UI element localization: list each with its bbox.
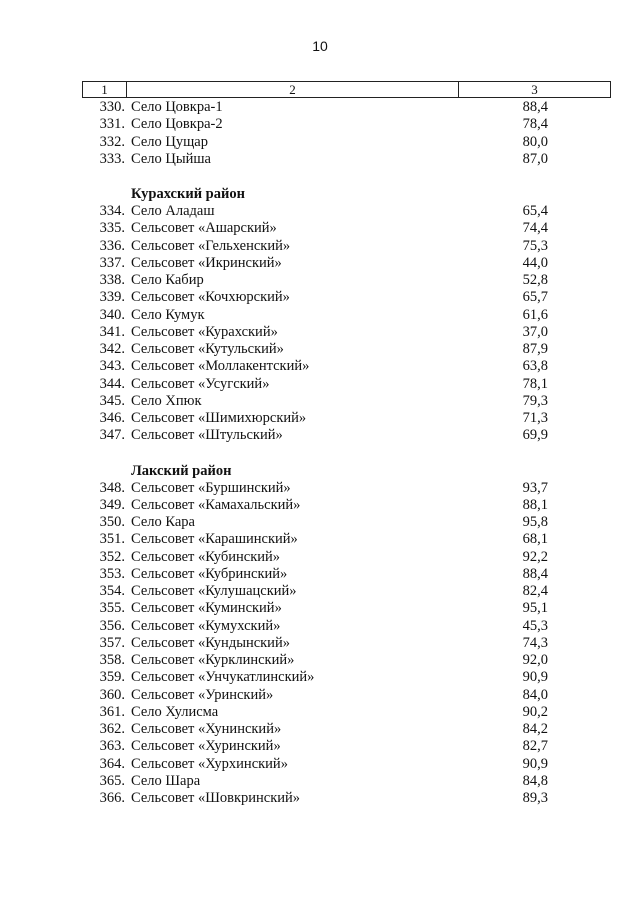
settlement-name: Сельсовет «Кундынский» (131, 634, 290, 651)
row-number: 358. (99, 652, 125, 668)
table-row (0, 635, 640, 652)
settlement-name: Сельсовет «Шимихюрский» (131, 410, 307, 426)
row-number: 365. (99, 772, 125, 789)
table-row (0, 376, 640, 393)
row-value: 87,0 (522, 150, 548, 167)
settlement-name: Село Кумук (131, 306, 205, 323)
settlement-name: Село Цовкра-1 (131, 99, 223, 115)
table-row (0, 790, 640, 807)
settlement-name: Сельсовет «Гельхенский» (131, 237, 291, 254)
table-row (0, 497, 640, 514)
settlement-name: Сельсовет «Ашарский» (131, 220, 277, 237)
row-value: 87,9 (522, 341, 548, 357)
settlement-name: Сельсовет «Курклинский» (131, 652, 295, 668)
table-row (0, 427, 640, 444)
settlement-name: Село Кара (131, 514, 195, 530)
settlement-name: Сельсовет «Унчукатлинский» (131, 669, 315, 686)
row-value: 75,3 (522, 237, 548, 254)
settlement-name: Сельсовет «Икринский» (131, 254, 282, 271)
row-value: 68,1 (522, 531, 548, 548)
page-number: 10 (312, 38, 328, 54)
table-row (0, 116, 640, 133)
row-value: 95,8 (522, 514, 548, 530)
row-value: 79,3 (522, 392, 548, 409)
settlement-name: Сельсовет «Уринский» (131, 686, 274, 703)
table-row (0, 307, 640, 324)
settlement-name: Сельсовет «Кумухский» (131, 617, 281, 634)
settlement-name: Село Цовкра-2 (131, 116, 223, 133)
column-header-2: 2 (127, 82, 459, 97)
row-value: 90,9 (522, 755, 548, 772)
row-number: 347. (99, 427, 125, 444)
table-row (0, 704, 640, 721)
table-row (0, 324, 640, 341)
column-header-1: 1 (83, 82, 127, 97)
row-number: 351. (99, 531, 125, 548)
settlement-name: Сельсовет «Куминский» (131, 600, 282, 617)
settlement-name: Сельсовет «Штульский» (131, 427, 283, 444)
table-row (0, 480, 640, 497)
row-number: 333. (99, 150, 125, 167)
row-value: 84,8 (522, 772, 548, 789)
settlement-name: Сельсовет «Кочхюрский» (131, 289, 290, 306)
row-value: 82,7 (522, 738, 548, 755)
row-value: 52,8 (522, 272, 548, 288)
settlement-name: Сельсовет «Хунинский» (131, 721, 282, 737)
row-number: 342. (99, 341, 125, 357)
row-value: 90,2 (522, 703, 548, 720)
table-row (0, 687, 640, 704)
row-value: 88,4 (522, 99, 548, 115)
table-row (0, 255, 640, 272)
table-row (0, 358, 640, 375)
table-row (0, 410, 640, 427)
settlement-name: Сельсовет «Кубринский» (131, 565, 288, 582)
district-title: Курахский район (131, 186, 245, 202)
settlement-name: Сельсовет «Усугский» (131, 375, 270, 392)
table-row (0, 721, 640, 738)
row-number: 335. (99, 220, 125, 237)
row-value: 82,4 (522, 583, 548, 599)
settlement-name: Сельсовет «Моллакентский» (131, 358, 310, 375)
row-value: 78,4 (522, 116, 548, 133)
row-number: 343. (99, 358, 125, 375)
settlement-name: Село Цущар (131, 133, 208, 150)
row-value: 74,3 (522, 634, 548, 651)
row-value: 65,4 (522, 203, 548, 219)
row-number: 360. (99, 686, 125, 703)
row-number: 361. (99, 703, 125, 720)
row-number: 341. (99, 323, 125, 340)
table-row (0, 220, 640, 237)
row-number: 363. (99, 738, 125, 755)
district-heading (0, 186, 640, 203)
settlement-name: Сельсовет «Кулушацский» (131, 583, 297, 599)
row-number: 332. (99, 133, 125, 150)
row-value: 92,0 (522, 652, 548, 668)
row-number: 366. (99, 790, 125, 806)
table-row (0, 238, 640, 255)
settlement-name: Село Хпюк (131, 392, 202, 409)
row-value: 80,0 (522, 133, 548, 150)
row-value: 89,3 (522, 790, 548, 806)
row-value: 69,9 (522, 427, 548, 444)
table-row (0, 203, 640, 220)
row-value: 45,3 (522, 617, 548, 634)
table-row (0, 531, 640, 548)
row-number: 337. (99, 254, 125, 271)
settlement-name: Сельсовет «Кубинский» (131, 548, 281, 565)
row-value: 61,6 (522, 306, 548, 323)
row-value: 88,4 (522, 565, 548, 582)
settlement-name: Сельсовет «Хуринский» (131, 738, 281, 755)
row-number: 352. (99, 548, 125, 565)
row-value: 84,2 (522, 721, 548, 737)
row-number: 355. (99, 600, 125, 617)
table-row (0, 583, 640, 600)
row-value: 90,9 (522, 669, 548, 686)
settlement-name: Село Аладаш (131, 203, 215, 219)
settlement-name: Село Хулисма (131, 703, 219, 720)
row-number: 353. (99, 565, 125, 582)
table-row (0, 514, 640, 531)
table-row (0, 341, 640, 358)
settlement-name: Село Цыйша (131, 150, 211, 167)
row-number: 340. (99, 306, 125, 323)
settlement-name: Село Шара (131, 772, 201, 789)
settlement-name: Сельсовет «Кутульский» (131, 341, 284, 357)
settlement-name: Село Кабир (131, 272, 204, 288)
settlement-name: Сельсовет «Курахский» (131, 323, 278, 340)
table-row (0, 618, 640, 635)
row-number: 357. (99, 634, 125, 651)
row-value: 78,1 (522, 375, 548, 392)
table-row (0, 99, 640, 116)
row-number: 331. (99, 116, 125, 133)
table-row (0, 652, 640, 669)
district-title: Лакский район (131, 462, 232, 479)
row-number: 339. (99, 289, 125, 306)
district-heading (0, 463, 640, 480)
table-row (0, 566, 640, 583)
column-header-3: 3 (531, 82, 538, 97)
row-number: 359. (99, 669, 125, 686)
table-row (0, 393, 640, 410)
row-number: 354. (99, 583, 125, 599)
row-value: 93,7 (522, 479, 548, 496)
row-value: 95,1 (522, 600, 548, 617)
settlement-name: Сельсовет «Шовкринский» (131, 790, 301, 806)
row-number: 348. (99, 479, 125, 496)
row-value: 65,7 (522, 289, 548, 306)
table-row (0, 272, 640, 289)
row-number: 334. (99, 203, 125, 219)
table-row (0, 600, 640, 617)
settlement-table-body (0, 99, 640, 807)
settlement-name: Сельсовет «Буршинский» (131, 479, 291, 496)
row-number: 336. (99, 237, 125, 254)
row-value: 71,3 (522, 410, 548, 426)
row-number: 346. (99, 410, 125, 426)
row-number: 344. (99, 375, 125, 392)
table-row (0, 549, 640, 566)
table-row (0, 738, 640, 755)
table-row (0, 756, 640, 773)
row-value: 37,0 (522, 323, 548, 340)
row-number: 338. (99, 272, 125, 288)
row-value: 92,2 (522, 548, 548, 565)
row-number: 350. (99, 514, 125, 530)
section-spacer (0, 168, 640, 186)
row-number: 330. (99, 99, 125, 115)
row-value: 88,1 (522, 496, 548, 513)
row-value: 44,0 (522, 254, 548, 271)
row-number: 364. (99, 755, 125, 772)
row-number: 356. (99, 617, 125, 634)
table-row (0, 289, 640, 306)
table-row (0, 134, 640, 151)
row-number: 349. (99, 496, 125, 513)
settlement-name: Сельсовет «Хурхинский» (131, 755, 288, 772)
table-header (82, 81, 611, 98)
row-value: 84,0 (522, 686, 548, 703)
table-row (0, 669, 640, 686)
row-number: 362. (99, 721, 125, 737)
table-row (0, 773, 640, 790)
section-spacer (0, 445, 640, 463)
row-value: 63,8 (522, 358, 548, 375)
row-value: 74,4 (522, 220, 548, 237)
row-number: 345. (99, 392, 125, 409)
settlement-name: Сельсовет «Карашинский» (131, 531, 298, 548)
table-row (0, 151, 640, 168)
settlement-name: Сельсовет «Камахальский» (131, 496, 301, 513)
